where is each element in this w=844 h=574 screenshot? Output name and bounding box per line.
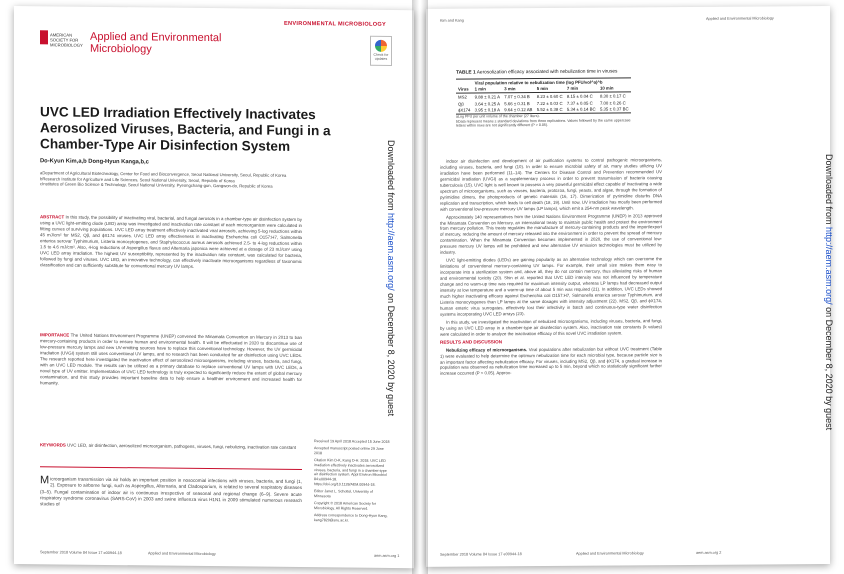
- table-cell: 5.66 ± 0.31 B: [504, 100, 530, 106]
- running-head-journal: Applied and Environmental Microbiology: [706, 16, 774, 21]
- running-head-authors: Kim and Kang: [440, 18, 464, 23]
- download-suffix: on December 8, 2020 by guest: [824, 304, 834, 431]
- right-page: [426, 6, 830, 567]
- table-note: bData represent means ± standard deviations from three replications. Values followed by the same uppercase letters within rows are not significantly different (P > 0.05).: [456, 117, 631, 128]
- table-cell: 7.00 ± 0.26 C: [599, 100, 626, 106]
- journal-name-line1: Applied and Environmental: [90, 30, 222, 45]
- keywords: [40, 442, 302, 451]
- section-heading: ENVIRONMENTAL MICROBIOLOGY: [284, 20, 387, 28]
- download-link[interactable]: http://aem.asm.org/: [824, 227, 834, 305]
- table-cell: 8.15 ± 0.04 C: [566, 93, 593, 99]
- table-cell: Qβ: [458, 101, 464, 107]
- left-page: [14, 6, 414, 568]
- table-cell: 9.64 ± 0.12 AB: [502, 106, 535, 113]
- table-notes: [456, 113, 631, 128]
- table-cell: 7.37 ± 0.05 C: [566, 100, 593, 106]
- table-column-header: 1 min: [473, 86, 503, 93]
- table-column-header: 7 min: [565, 85, 598, 92]
- footer-journal: Applied and Environmental Microbiology: [576, 551, 644, 556]
- affiliations: [40, 170, 290, 189]
- importance-text: The United Nations Environment Programme (UNEP) convened the Minamata Convention on Mercury in 2013 to ban mercury-containing products in order to ensure human and environmental health. It will be effectuated in 2020 to discontinue use of low-pressure mercury lamps and new UV-emitting sources have to replace this conventional technology. However, the UV germicidal irradiation (UVGI) system still uses conventional UV lamps, and no research has been conducted for air disinfection using UVC LEDs. The research reported here investigated the inactivation effect of aerosolized microorganisms, including viruses, bacteria, and fungi, with an UVC LED module. The results can be utilized as a primary database to replace conventional UV lamps with UVC LEDs, a novel type of UV emitter. Implementation of UVC LED technology is truly expected to significantly reduce the extent of global mercury contamination, and this study provides important baseline data to help ensure a healthier environment and increased health for humanity.: [40, 332, 302, 386]
- footer-issue: September 2018 Volume 84 Issue 17 e00944-18: [440, 552, 522, 557]
- footer-issue: September 2018 Volume 84 Issue 17 e00944-18: [40, 550, 122, 556]
- section-divider: [40, 466, 302, 470]
- keywords-label: KEYWORDS: [40, 442, 66, 448]
- paragraph: indoor air disinfection and development of air purification systems to control pathogenic microorganisms, including viruses, bacteria, and fungi (10). In order to ensure microbial safety of air, many studies utilizing UV irradiation have been performed (11–14). The Centers for Disease Control and Prevention recommended UV germicidal irradiation (UVGI) as a supplementary process in order to prevent transmission of bacteria causing tuberculosis (15). UVC light is well known to possess a very powerful germicidal effect capable of inactivating a wide spectrum of microorganisms, such as viruses, bacteria, protozoa, fungi, yeasts, and algae, through the formation of pyrimidine dimers, the photoproducts of genetic materials (16, 17). Dimerization of pyrimidine disturbs DNA replication and transcription, which leads to cell death (18, 19). Until now, UV irradiation has mostly been performed with conventional low-pressure mercury UV lamps (LP lamps), which emit a 254-nm peak wavelength.: [440, 157, 662, 212]
- crossmark-icon: [375, 40, 387, 52]
- importance-label: IMPORTANCE: [40, 332, 70, 338]
- table-cell: 5.52 ± 0.38 C: [535, 106, 565, 113]
- table-cell: 8.23 ± 0.60 C: [536, 93, 563, 100]
- affiliation: bResearch Institute for Agriculture and Life Sciences, Seoul National University, Seoul, Republic of Korea: [40, 175, 235, 183]
- affiliation: cInstitutes of Green Bio Science & Technology, Seoul National University, Pyeongchang-gun, Gangwon-do, Republic of Korea: [40, 181, 273, 189]
- importance: [40, 332, 302, 389]
- download-prefix: Downloaded from: [824, 154, 834, 228]
- footer-page: aem.asm.org 1: [374, 553, 400, 559]
- table-column-header: 3 min: [502, 86, 535, 93]
- download-watermark-left: [386, 140, 396, 416]
- introduction: [40, 476, 302, 510]
- table-cell: 7.22 ± 0.03 C: [536, 100, 563, 106]
- table-note: aLog PFU per unit volume of the chamber (27 liters).: [456, 114, 540, 119]
- table-cell: 5.34 ± 0.14 BC: [565, 106, 598, 113]
- abstract-text: In this study, the possibility of inactivating viral, bacterial, and fungal aerosols in a chamber-type air disinfection system by using a UVC light-emitting diode (LED) array was investigated and inactivation rate constant of each microorganism were calculated in fitting curves of surviving populations. UVC LED array treatment effectively inactivated viral aerosols, achieving 5-log reductions within 45 mJ/cm² for MS2, Qβ, and ϕX174 viruses. UVC LED array effectiveness in inactivating Escherichia coli O157:H7, Salmonella enterica serovar Typhimurium, Listeria monocytogenes, and Staphylococcus aureus aerosols achieved 2.5- to 4-log reductions within 1.5 to 4.6 mJ/cm². Also, 4-log reductions of Aspergillus flavus and Alternaria japonica were achieved at a dosage of 23 mJ/cm² using UVC LED array irradiation. The highest UV susceptibility, represented by the inactivation rate constant, was calculated for bacteria, followed by fungi and viruses. UVC LED, an innovative technology, can effectively inactivate microorganisms regardless of taxonomic classification and can sufficiently substitute for conventional mercury UV lamps.: [40, 214, 302, 270]
- drop-cap: M: [40, 474, 50, 487]
- footer-journal: Applied and Environmental Microbiology: [148, 551, 216, 557]
- journal-name: [90, 31, 221, 56]
- paragraph: In this study, we investigated the inactivation of nebulized microorganisms, including viruses, bacteria, and fungi, by using an UVC LED array in a chamber-type air disinfection system. Also, inactivation rate constants (k values) were calculated in order to analyze the inactivation efficacy of this novel UVC irradiation system.: [440, 317, 662, 337]
- editor: Editor Janet L. Schottel, University of Minnesota: [314, 489, 373, 499]
- asm-logo-mark: [40, 30, 48, 44]
- paragraph: UVC light-emitting diodes (LEDs) are gaining popularity as an alternative technology which can overcome the limitations of conventional mercury-containing UV lamps. For example, their small size makes them easy to incorporate into a sterilization system and, above all, they do not contain mercury, thus alleviating risks of human and environmental toxicity (20). Shin et al. reported that UVC LED intensity was not influenced by temperature change and no warm-up time was required for maximum intensity output, whereas LP lamps had decreased output intensity at low temperature and a warm-up time of about 5 min was required (21). In addition, UVC LEDs showed much higher inactivating efficacy against Escherichia coli O157:H7, Salmonella enterica serovar Typhimurium, and Listeria monocytogenes than LP lamps at the same dosages with intensity adjustment (22). MS2, Qβ, and ϕX174, human enteric virus surrogates, effectively lost their infectivity in batch and continuous-type water disinfection systems incorporating UVC LED arrays (23).: [440, 256, 662, 317]
- table-1: [456, 77, 631, 114]
- asm-logo: [40, 30, 83, 60]
- abstract-label: ABSTRACT: [40, 214, 65, 220]
- table-cell: MS2: [458, 94, 467, 100]
- table-cell: 5.35 ± 0.37 BC: [598, 106, 631, 113]
- abstract: [40, 214, 302, 271]
- received-dates: Received 19 April 2018 Accepted 15 June 2018: [314, 439, 390, 444]
- table-caption-text: Aerosolization efficacy associated with nebulization time in viruses: [476, 69, 618, 76]
- article-title: UVC LED Irradiation Effectively Inactivates Aerosolized Viruses, Bacteria, and Fungi in a Chamber-Type Air Disinfection System: [40, 104, 331, 154]
- table-column-header: 5 min: [535, 85, 565, 92]
- affiliation: aDepartment of Agricultural Biotechnology, Center for Food and Bioconvergence, Seoul National University, Seoul, Republic of Korea: [40, 170, 287, 178]
- table-cell: 9.88 ± 0.21 A: [474, 94, 500, 100]
- authors: Do-Kyun Kim,a,b Dong-Hyun Kanga,b,c: [40, 158, 149, 166]
- crossmark-label: Check for updates: [373, 52, 389, 61]
- table-column-header: 10 min: [598, 85, 631, 92]
- download-prefix: Downloaded from: [386, 140, 396, 214]
- paragraph: Approximately 140 representatives from the United Nations Environment Programme (UNEP) in 2013 approved the Minamata Convention on Mercury, an international treaty to maintain public health and protect the environment from mercury pollution. This treaty regulates the manufacture of mercury-containing products and the import/export of mercury, reducing the amount of mercury released into the environment in order to prevent the spread of mercury contamination. When the Minamata Convention becomes implemented in 2020, the use of conventional low-pressure mercury UV lamps will be prohibited and new alternative UV emission technologies must be utilized by industry.: [440, 212, 662, 256]
- table-cell: 8.30 ± 0.17 C: [599, 93, 626, 99]
- download-watermark-right: [824, 154, 834, 430]
- download-link[interactable]: http://aem.asm.org/: [386, 213, 396, 291]
- society-name: AMERICAN SOCIETY FOR MICROBIOLOGY: [50, 32, 83, 48]
- main-text: [440, 157, 662, 379]
- accepted-manuscript: Accepted manuscript posted online 29 June 2018: [314, 446, 384, 456]
- table-caption-label: TABLE 1: [456, 70, 476, 76]
- keywords-text: UVC LED, air disinfection, aerosolized microorganism, pathogens, viruses, fungi, nebulizing, inactivation rate constant: [67, 442, 297, 450]
- results-paragraph: [440, 346, 662, 377]
- results-text: Viral populations after nebulization but without UVC treatment (Table 1) were evaluated to help determine the optimum nebulization time for each microbial type, because particle size is an important factor affecting nebulization efficacy. For viruses, including MS2, Qβ, and ϕX174, a gradual increase in population was observed as nebulization time increased up to 5 min, beyond which no statistically significant further increase occurred (P > 0.05). Approx-: [440, 345, 662, 377]
- correspondence: Address correspondence to Dong-Hyun Kang, kang7820@snu.ac.kr.: [314, 512, 388, 523]
- results-subhead: Nebulizing efficacy of microorganisms.: [446, 346, 528, 353]
- table-column-header: Virus: [456, 86, 473, 93]
- table-cell: ϕX174: [456, 107, 473, 114]
- table-cell: 3.95 ± 0.18 A: [473, 107, 503, 114]
- journal-name-line2: Microbiology: [90, 42, 152, 56]
- table-cell: 3.64 ± 0.25 A: [474, 100, 500, 107]
- results-heading: RESULTS AND DISCUSSION: [440, 338, 503, 345]
- table-cell: 7.07 ± 0.34 B: [504, 94, 530, 100]
- footer-page: aem.asm.org 2: [696, 550, 722, 555]
- crossmark-badge[interactable]: [370, 36, 392, 66]
- table-group-header: Viral population relative to nebulization time (log PFU/vol^a)^b: [473, 78, 631, 86]
- table-caption: [456, 69, 617, 75]
- download-suffix: on December 8, 2020 by guest: [386, 290, 396, 417]
- citation: Citation Kim D-K, Kang D-H. 2018. UVC LED irradiation effectively inactivates aerosolized viruses, bacteria, and fungi in a chamber-type air disinfection system. Appl Environ Microbiol 84:e00944-18. https://doi.org/10.1128/AEM.00944-18.: [314, 457, 387, 488]
- copyright: Copyright © 2018 American Society for Microbiology. All Rights Reserved.: [314, 501, 376, 511]
- article-info-sidebar: [314, 439, 390, 525]
- introduction-text: icroorganism transmission via air holds an important position in nosocomial infections with viruses, bacteria, and fungi (1, 2). Exposure to airborne fungi, such as Aspergillus, Alternaria, and Cladosporium, is related to several respiratory diseases (3–5). Fungal contamination of indoor air is continuous irrespective of seasonal and regional change (6–9). Severe acute respiratory syndrome coronavirus (SARS-CoV) in 2003 and swine influenza virus H1N1 in 2009 stimulated numerous research studies of: [40, 476, 302, 507]
